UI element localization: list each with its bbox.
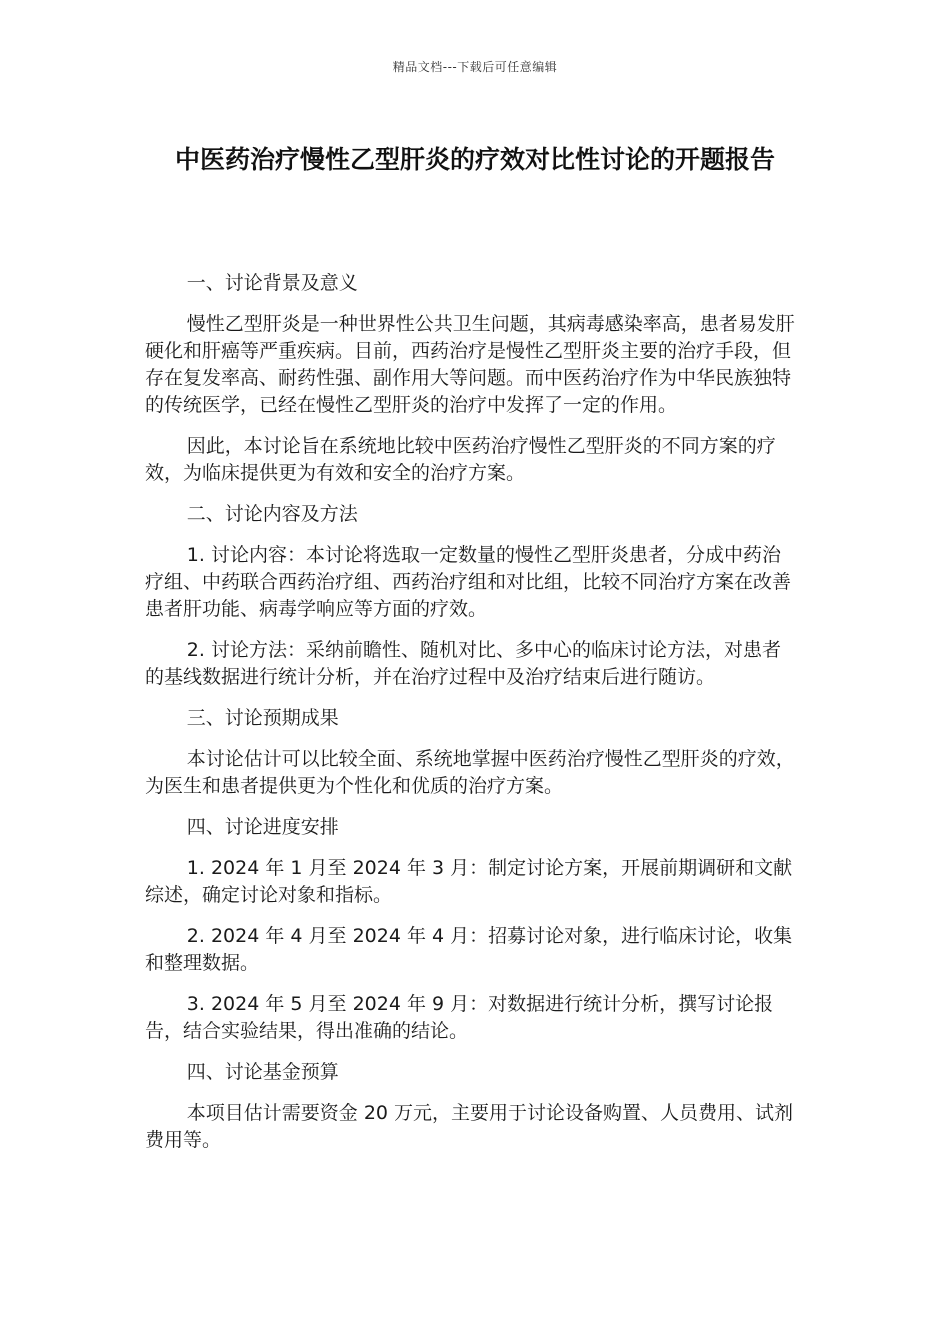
schedule-item-2: 2. 2024 年 4 月至 2024 年 4 月：招募讨论对象，进行临床讨论，收集和整理数据。 (145, 925, 793, 974)
document-body (145, 270, 795, 1168)
paragraph-expected-results: 本讨论估计可以比较全面、系统地掌握中医药治疗慢性乙型肝炎的疗效，为医生和患者提供更为个性化和优质的治疗方案。 (145, 748, 795, 797)
section-heading-content-method: 二、讨论内容及方法 (186, 503, 358, 525)
schedule-item-1: 1. 2024 年 1 月至 2024 年 3 月：制定讨论方案，开展前期调研和文献综述，确定讨论对象和指标。 (145, 857, 793, 906)
document-title: 中医药治疗慢性乙型肝炎的疗效对比性讨论的开题报告 (174, 145, 775, 174)
paragraph-method: 2. 讨论方法：采纳前瞻性、随机对比、多中心的临床讨论方法，对患者的基线数据进行统计分析，并在治疗过程中及治疗结束后进行随访。 (145, 639, 781, 688)
section-heading-expected-results: 三、讨论预期成果 (186, 707, 339, 729)
paragraph-budget: 本项目估计需要资金 20 万元，主要用于讨论设备购置、人员费用、试剂费用等。 (145, 1102, 794, 1151)
paragraph-background: 慢性乙型肝炎是一种世界性公共卫生问题，其病毒感染率高，患者易发肝硬化和肝癌等严重疾病。目前，西药治疗是慢性乙型肝炎主要的治疗手段，但存在复发率高、耐药性强、副作用大等问题。而中医药治疗作为中华民族独特的传统医学，已经在慢性乙型肝炎的治疗中发挥了一定的作用。 (145, 313, 795, 416)
section-heading-background: 一、讨论背景及意义 (186, 272, 358, 294)
paragraph-purpose: 因此，本讨论旨在系统地比较中医药治疗慢性乙型肝炎的不同方案的疗效，为临床提供更为有效和安全的治疗方案。 (145, 435, 776, 484)
section-heading-budget: 四、讨论基金预算 (186, 1061, 339, 1083)
header-note: 精品文档---下载后可任意编辑 (392, 60, 558, 74)
section-heading-schedule: 四、讨论进度安排 (186, 816, 339, 838)
paragraph-content: 1. 讨论内容：本讨论将选取一定数量的慢性乙型肝炎患者，分成中药治疗组、中药联合西药治疗组、西药治疗组和对比组，比较不同治疗方案在改善患者肝功能、病毒学响应等方面的疗效。 (145, 544, 792, 620)
schedule-item-3: 3. 2024 年 5 月至 2024 年 9 月：对数据进行统计分析，撰写讨论报告，结合实验结果，得出准确的结论。 (145, 993, 774, 1042)
